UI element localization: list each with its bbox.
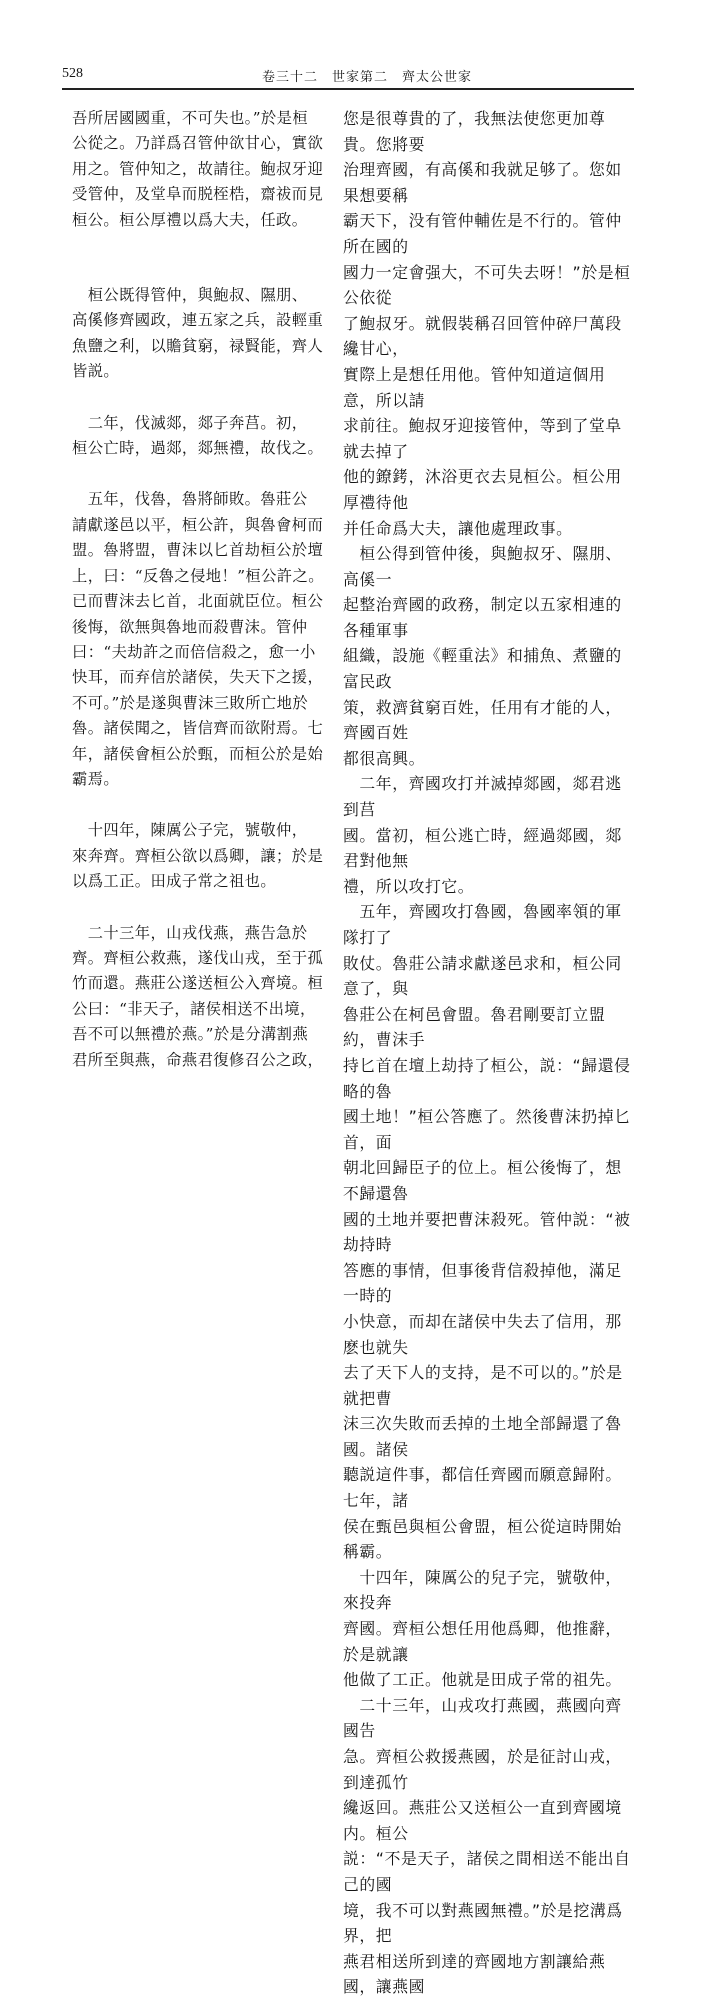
translation-paragraph: 您是很尊貴的了，我無法使您更加尊貴。您將要 治理齊國，有高傒和我就足够了。您如果想要稱 霸天下，没有管仲輔佐是不行的。管仲所在國的 國力一定會强大，不可失去呀！”於是桓公依從 了鮑叔牙。就假裝稱召回管仲碎尸萬段纔甘心， 實際上是想任用他。管仲知道這個用意，所以請 求前往。鮑叔牙迎接管仲，等到了堂阜就去掉了 他的鐐銬，沐浴更衣去見桓公。桓公用厚禮待他 并任命爲大夫，讓他處理政事。: [343, 109, 631, 538]
page-number: 528: [62, 66, 83, 81]
classical-text-column: [72, 106, 326, 1073]
classical-paragraph: 二年，伐滅郯，郯子奔莒。初， 桓公亡時，過郯，郯無禮，故伐之。: [72, 413, 324, 458]
translation-paragraph: 二十三年，山戎攻打燕國，燕國向齊國告 急。齊桓公救援燕國，於是征討山戎，到達孤竹 纔返回。燕莊公又送桓公一直到齊國境内。桓公 説：“不是天子，諸侯之間相送不能出自己的國 境，我不可以對燕國無禮。”於是挖溝爲界，把 燕君相送所到達的齊國地方割讓給燕國，讓燕國: [343, 1695, 631, 1997]
classical-paragraph: 五年，伐魯，魯將師敗。魯莊公 請獻遂邑以平，桓公許，與魯會柯而 盟。魯將盟，曹沫以匕首劫桓公於壇 上，曰：“反魯之侵地！”桓公許之。 已而曹沫去匕首，北面就臣位。桓公 後悔，欲無與魯地而殺曹沫。管仲 曰：“夫劫許之而倍信殺之，愈一小 快耳，而弃信於諸侯，失天下之援， 不可。”於是遂與曹沫三敗所亡地於 魯。諸侯聞之，皆信齊而欲附焉。七 年，諸侯會桓公於甄，而桓公於是始 霸焉。: [72, 490, 324, 788]
classical-paragraph: 桓公既得管仲，與鮑叔、隰朋、 高傒修齊國政，連五家之兵，設輕重 魚鹽之利，以贍貧窮，禄賢能，齊人 皆説。: [72, 286, 324, 381]
classical-paragraph: 二十三年，山戎伐燕，燕告急於 齊。齊桓公救燕，遂伐山戎，至于孤 竹而還。燕莊公遂送桓公入齊境。桓 公曰：“非天子，諸侯相送不出境， 吾不可以無禮於燕。”於是分溝割燕 君所至與燕，命燕君復修召公之政，: [72, 923, 324, 1069]
translation-paragraph: 二年，齊國攻打并滅掉郯國，郯君逃到莒 國。當初，桓公逃亡時，經過郯國，郯君對他無 禮，所以攻打它。: [343, 774, 622, 896]
classical-paragraph: 吾所居國國重，不可失也。”於是桓 公從之。乃詳爲召管仲欲甘心，實欲 用之。管仲知之，故請往。鮑叔牙迎 受管仲，及堂阜而脱桎梏，齋祓而見 桓公。桓公厚禮以爲大夫，任政。: [72, 109, 324, 229]
translation-paragraph: 桓公得到管仲後，與鮑叔牙、隰朋、高傒一 起整治齊國的政務，制定以五家相連的各種軍事 組織，設施《輕重法》和捕魚、煮鹽的富民政 策，救濟貧窮百姓，任用有才能的人，齊國百姓 都很高興。: [343, 544, 622, 768]
translation-paragraph: 五年，齊國攻打魯國，魯國率領的軍隊打了 敗仗。魯莊公請求獻遂邑求和，桓公同意了，與 魯莊公在柯邑會盟。魯君剛要訂立盟約，曹沫手 持匕首在壇上劫持了桓公，説：“歸還侵略的魯 國土地！”桓公答應了。然後曹沫扔掉匕首，面 朝北回歸臣子的位上。桓公後悔了，想不歸還魯 國的土地并要把曹沫殺死。管仲説：“被劫持時 答應的事情，但事後背信殺掉他，滿足一時的 小快意，而却在諸侯中失去了信用，那麽也就失 去了天下人的支持，是不可以的。”於是就把曹 沫三次失敗而丢掉的土地全部歸還了魯國。諸侯 聽説這件事，都信任齊國而願意歸附。七年，諸 侯在甄邑與桓公會盟，桓公從這時開始稱霸。: [343, 902, 631, 1562]
classical-paragraph: 十四年，陳厲公子完，號敬仲， 來奔齊。齊桓公欲以爲卿，讓；於是 以爲工正。田成子常之祖也。: [72, 821, 324, 891]
translation-text-column: [343, 106, 633, 2000]
running-title: 卷三十二 世家第二 齊太公世家: [262, 70, 473, 85]
translation-paragraph: 十四年，陳厲公的兒子完，號敬仲，來投奔 齊國。齊桓公想任用他爲卿，他推辭，於是就讓 他做了工正。他就是田成子常的祖先。: [343, 1567, 622, 1690]
page-header: [62, 66, 636, 88]
header-rule: [62, 88, 634, 90]
